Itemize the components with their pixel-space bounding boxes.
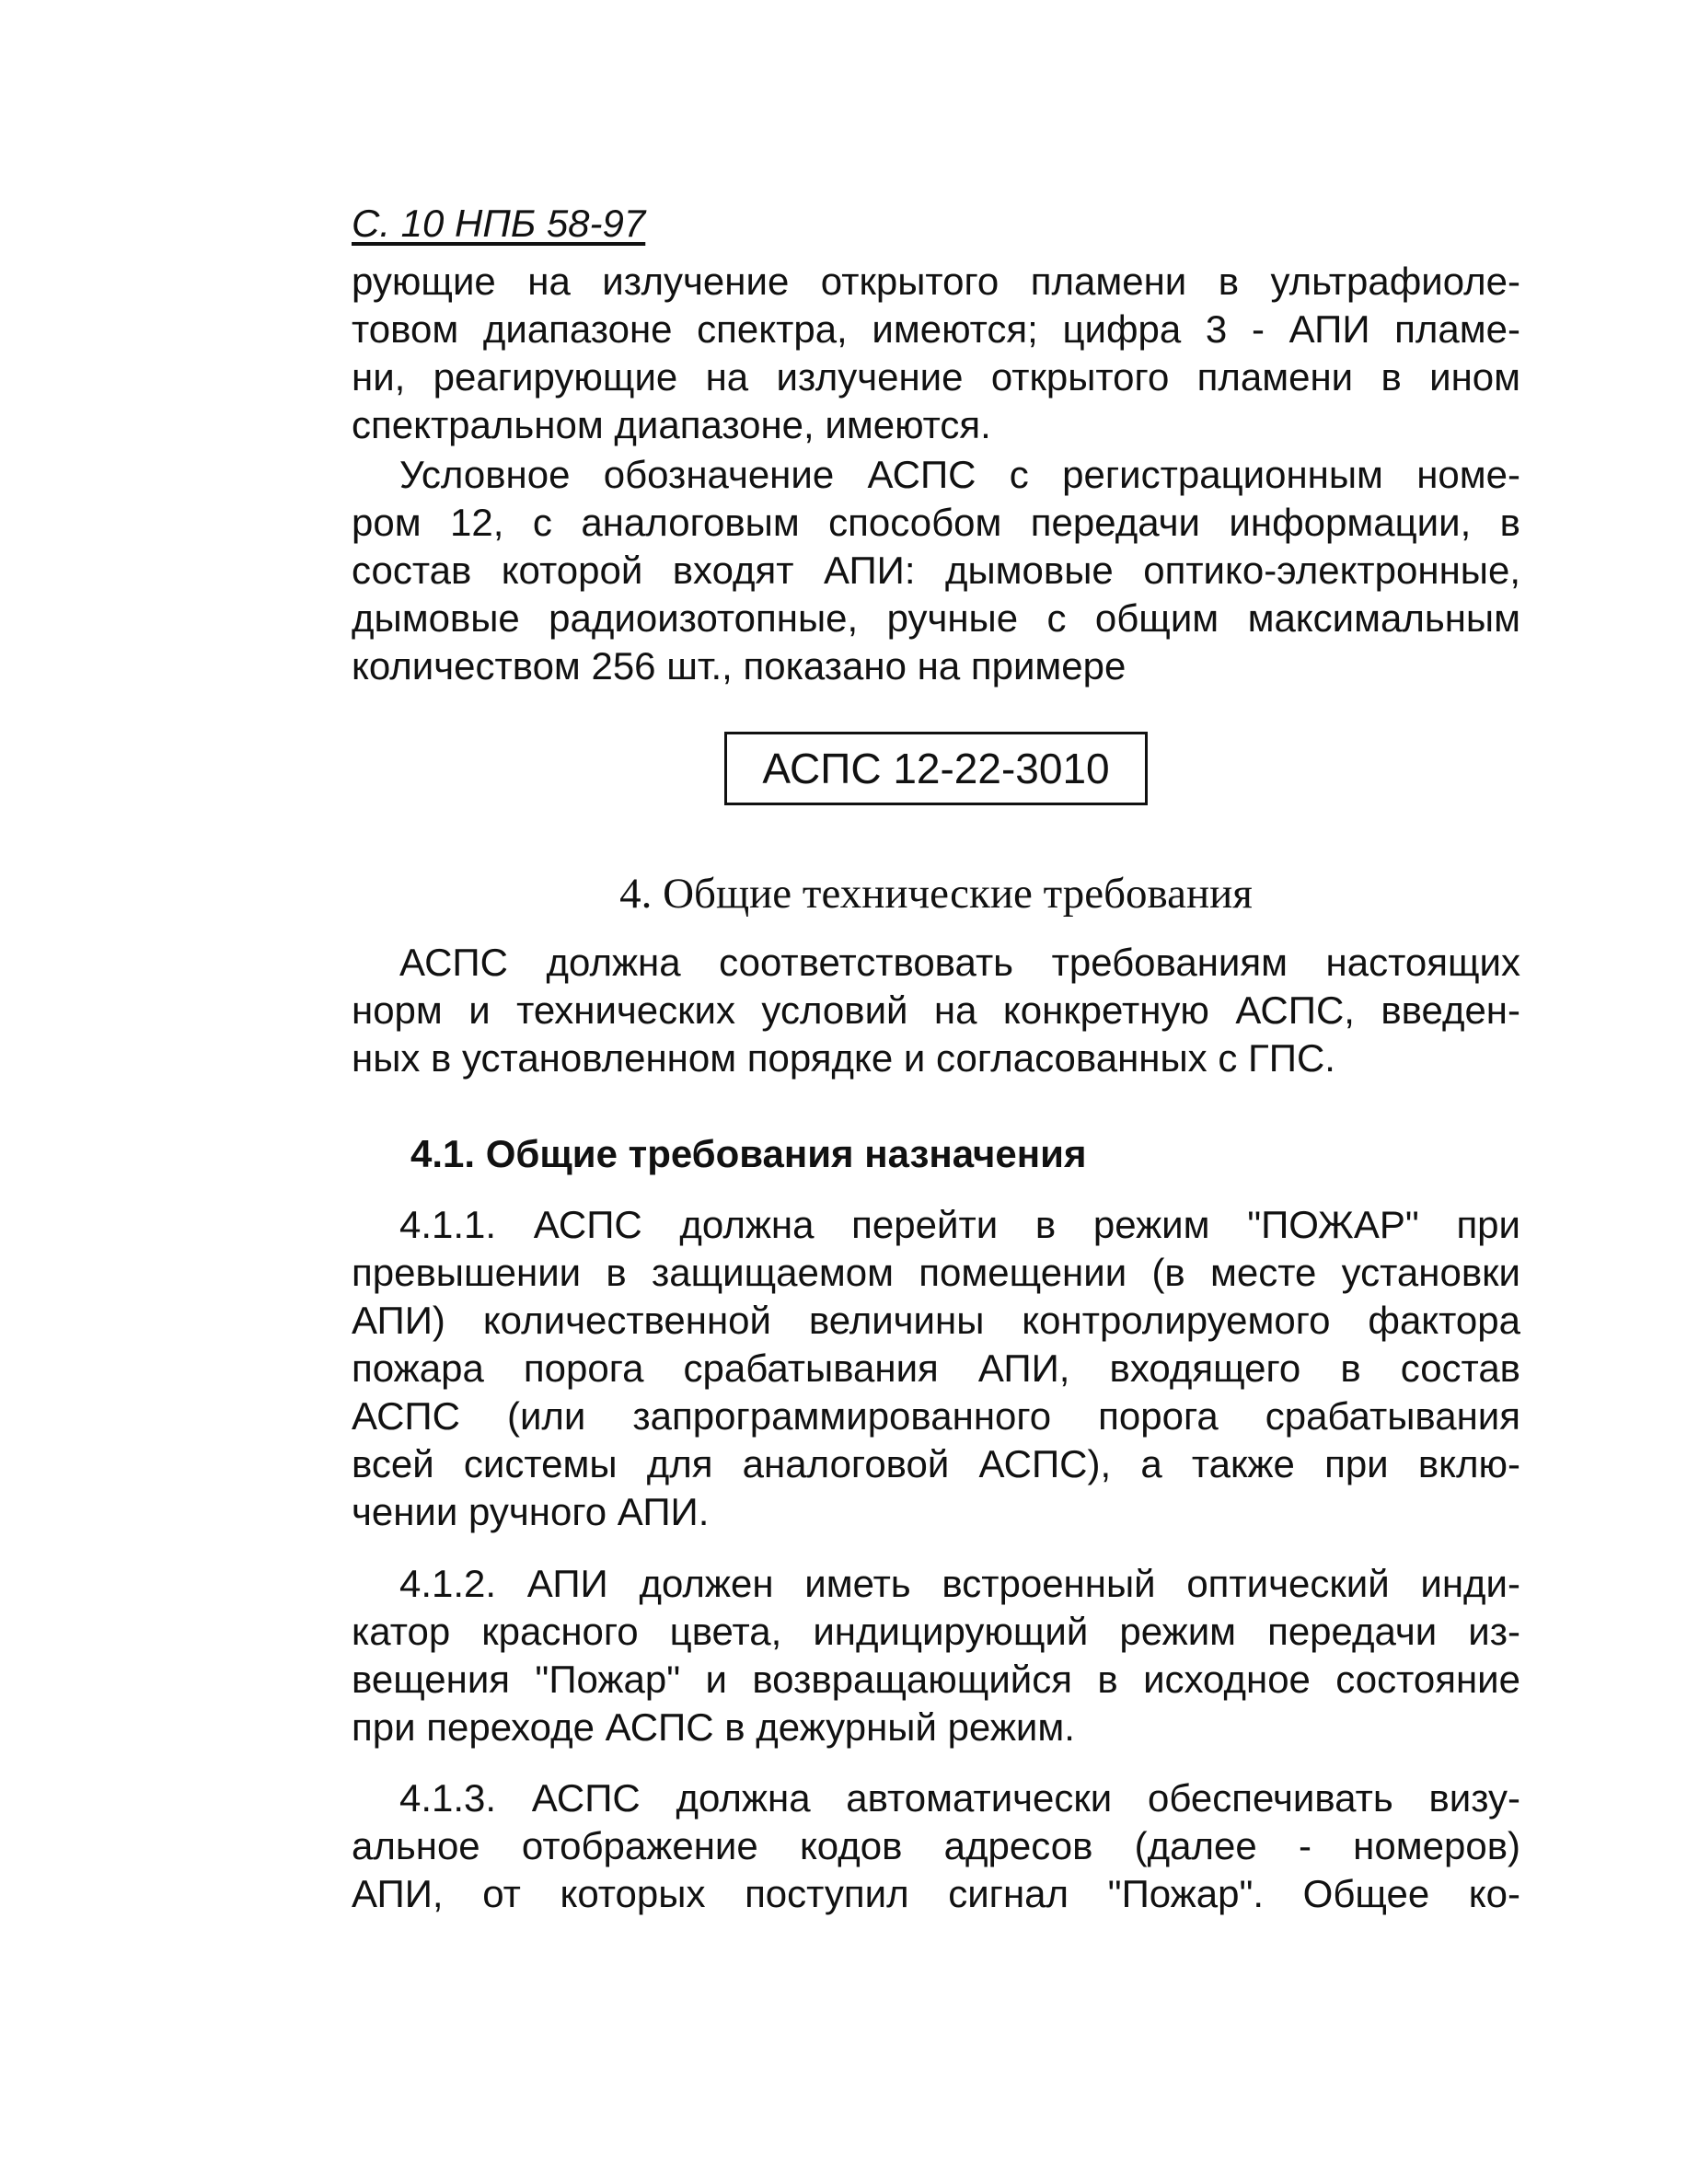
paragraph-4-1-1 (352, 1201, 1520, 1536)
text-line: 4.1.3. АСПС должна автоматически обеспечивать визу- (399, 1776, 1520, 1820)
text-line: ни, реагирующие на излучение открытого пламени в ином (352, 355, 1520, 399)
text-line: 4.1.1. АСПС должна перейти в режим "ПОЖАР" при (399, 1203, 1520, 1246)
text-line: ром 12, с аналоговым способом передачи информации, в (352, 501, 1520, 544)
text-line: дымовые радиоизотопные, ручные с общим максимальным (352, 596, 1520, 640)
text-line: состав которой входят АПИ: дымовые оптико-электронные, (352, 549, 1520, 592)
text-line: АСПС должна соответствовать требованиям настоящих (399, 941, 1520, 984)
paragraph-general-requirements (352, 939, 1520, 1082)
paragraph-continuation (352, 258, 1520, 449)
text-line: товом диапазоне спектра, имеются; цифра 3 - АПИ пламе- (352, 307, 1520, 351)
text-line: альное отображение кодов адресов (далее - номеров) (352, 1824, 1520, 1867)
paragraph-4-1-3 (352, 1774, 1520, 1918)
text-line: количеством 256 шт., показано на примере (352, 644, 1127, 688)
text-line: пожара порога срабатывания АПИ, входящего в состав (352, 1346, 1520, 1390)
text-line: спектральном диапазоне, имеются. (352, 403, 991, 446)
text-line: 4.1.2. АПИ должен иметь встроенный оптический инди- (399, 1562, 1520, 1605)
text-line: превышении в защищаемом помещении (в месте установки (352, 1251, 1520, 1294)
text-line: Условное обозначение АСПС с регистрационным номе- (399, 453, 1520, 496)
text-line: АСПС (или запрограммированного порога срабатывания (352, 1394, 1520, 1438)
text-line: вещения "Пожар" и возвращающийся в исходное состояние (352, 1658, 1520, 1701)
paragraph-designation-example (352, 451, 1520, 690)
page-header: С. 10 НПБ 58-97 (352, 202, 646, 245)
section-title: 4. Общие технические требования (619, 870, 1253, 918)
text-line: рующие на излучение открытого пламени в ультрафиоле- (352, 260, 1520, 303)
text-line: катор красного цвета, индицирующий режим передачи из- (352, 1610, 1520, 1653)
subsection-title: 4.1. Общие требования назначения (410, 1132, 1087, 1175)
text-line: ных в установленном порядке и согласованных с ГПС. (352, 1036, 1335, 1080)
text-line: норм и технических условий на конкретную АСПС, введен- (352, 988, 1520, 1032)
text-line: АПИ, от которых поступил сигнал "Пожар". Общее ко- (352, 1872, 1520, 1915)
text-line: при переходе АСПС в дежурный режим. (352, 1705, 1075, 1749)
text-line: АПИ) количественной величины контролируемого фактора (352, 1299, 1520, 1342)
designation-box: АСПС 12-22-3010 (724, 732, 1148, 805)
text-line: всей системы для аналоговой АСПС), а также при вклю- (352, 1442, 1520, 1485)
paragraph-4-1-2 (352, 1560, 1520, 1751)
text-line: чении ручного АПИ. (352, 1490, 710, 1533)
